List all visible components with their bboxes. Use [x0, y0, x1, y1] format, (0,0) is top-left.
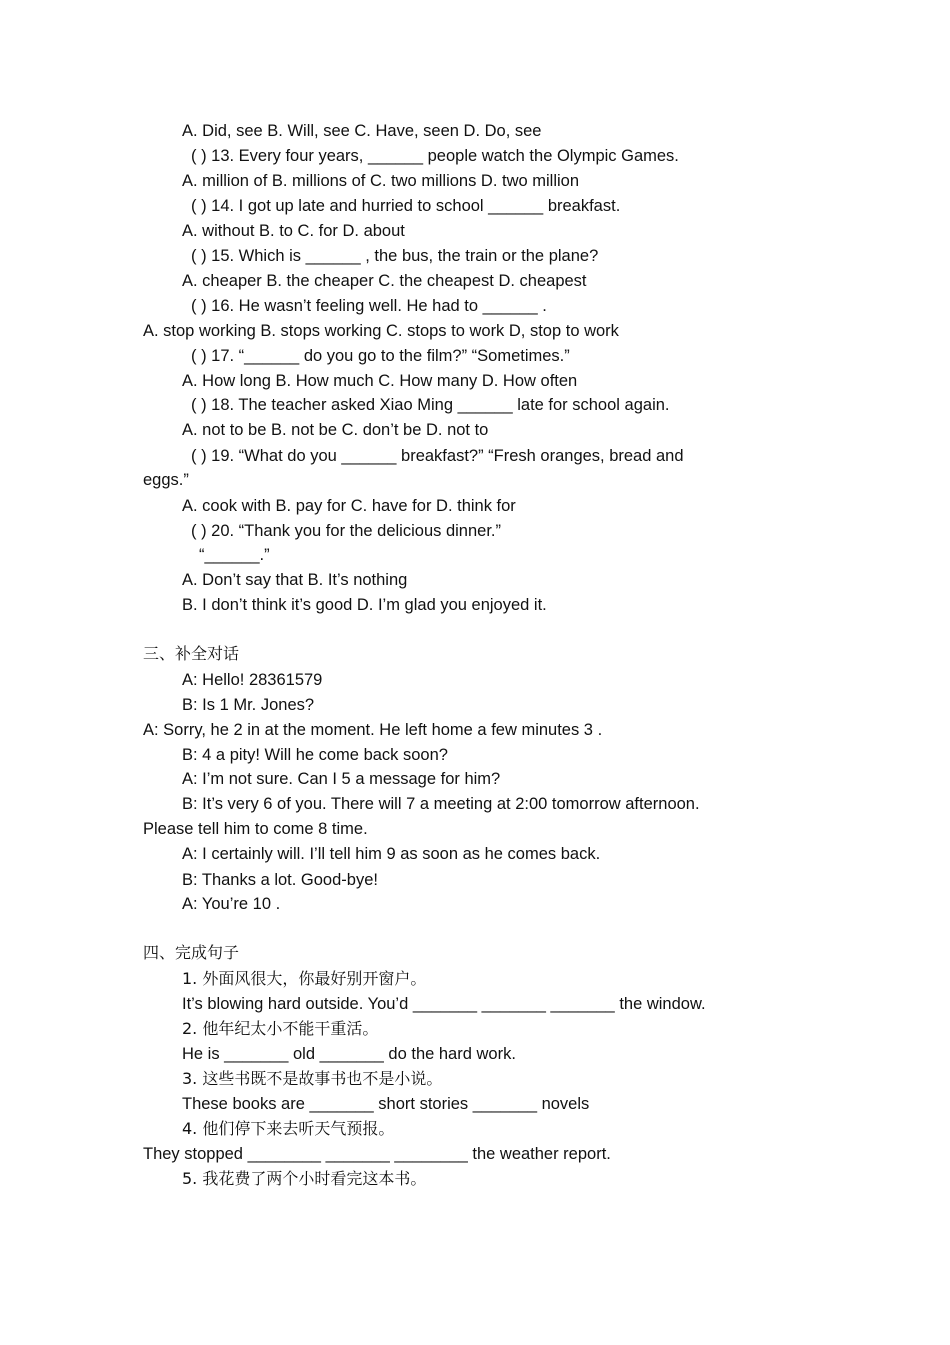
dialog-line: A: You’re 10 . [182, 895, 281, 913]
dialog-line: B: Is 1 Mr. Jones? [182, 696, 315, 714]
sentence-answer: He is _______ old _______ do the hard work. [182, 1045, 516, 1063]
q14-options: A. without B. to C. for D. about [182, 222, 405, 240]
q18-question: ( ) 18. The teacher asked Xiao Ming ______ late for school again. [191, 396, 670, 414]
q20-blank: “______.” [199, 546, 270, 564]
q15-question: ( ) 15. Which is ______ , the bus, the train or the plane? [191, 247, 599, 265]
q19-options: A. cook with B. pay for C. have for D. think for [182, 497, 516, 515]
dialog-line: A: Sorry, he 2 in at the moment. He left home a few minutes 3 . [143, 721, 603, 739]
dialog-line: B: 4 a pity! Will he come back soon? [182, 746, 448, 764]
section3-heading: 三、补全对话 [143, 644, 240, 663]
sentence-answer: It’s blowing hard outside. You’d _______ _______ _______ the window. [182, 995, 706, 1013]
q12-options: A. Did, see B. Will, see C. Have, seen D. Do, see [182, 122, 542, 140]
q17-options: A. How long B. How much C. How many D. How often [182, 372, 578, 390]
q19-question: ( ) 19. “What do you ______ breakfast?” “Fresh oranges, bread and [191, 447, 684, 465]
sentence-prompt: 4. 他们停下来去听天气预报。 [182, 1119, 395, 1138]
q13-question: ( ) 13. Every four years, ______ people watch the Olympic Games. [191, 147, 679, 165]
dialog-line: B: It’s very 6 of you. There will 7 a meeting at 2:00 tomorrow afternoon. [182, 795, 700, 813]
section4-heading: 四、完成句子 [143, 943, 240, 962]
sentence-prompt: 3. 这些书既不是故事书也不是小说。 [182, 1069, 443, 1088]
sentence-prompt: 5. 我花费了两个小时看完这本书。 [182, 1169, 427, 1188]
q14-question: ( ) 14. I got up late and hurried to school ______ breakfast. [191, 197, 621, 215]
q20-options-1: A. Don’t say that B. It’s nothing [182, 571, 408, 589]
sentence-answer: They stopped ________ _______ ________ the weather report. [143, 1145, 611, 1163]
sentence-prompt: 1. 外面风很大，你最好别开窗户。 [182, 969, 427, 988]
q20-options-2: B. I don’t think it’s good D. I’m glad you enjoyed it. [182, 596, 547, 614]
dialog-line: B: Thanks a lot. Good-bye! [182, 871, 378, 889]
dialog-line: A: I certainly will. I’ll tell him 9 as soon as he comes back. [182, 845, 601, 863]
q15-options: A. cheaper B. the cheaper C. the cheapest D. cheapest [182, 272, 587, 290]
q20-question: ( ) 20. “Thank you for the delicious dinner.” [191, 522, 501, 540]
q19-question-cont: eggs.” [143, 471, 189, 489]
q16-options: A. stop working B. stops working C. stops to work D, stop to work [143, 322, 619, 340]
dialog-line: Please tell him to come 8 time. [143, 820, 368, 838]
dialog-line: A: I’m not sure. Can I 5 a message for him? [182, 770, 501, 788]
dialog-line: A: Hello! 28361579 [182, 671, 323, 689]
q16-question: ( ) 16. He wasn’t feeling well. He had to ______ . [191, 297, 547, 315]
q18-options: A. not to be B. not be C. don’t be D. not to [182, 421, 489, 439]
q17-question: ( ) 17. “______ do you go to the film?” “Sometimes.” [191, 347, 570, 365]
q13-options: A. million of B. millions of C. two millions D. two million [182, 172, 580, 190]
sentence-answer: These books are _______ short stories _______ novels [182, 1095, 590, 1113]
sentence-prompt: 2. 他年纪太小不能干重活。 [182, 1019, 379, 1038]
